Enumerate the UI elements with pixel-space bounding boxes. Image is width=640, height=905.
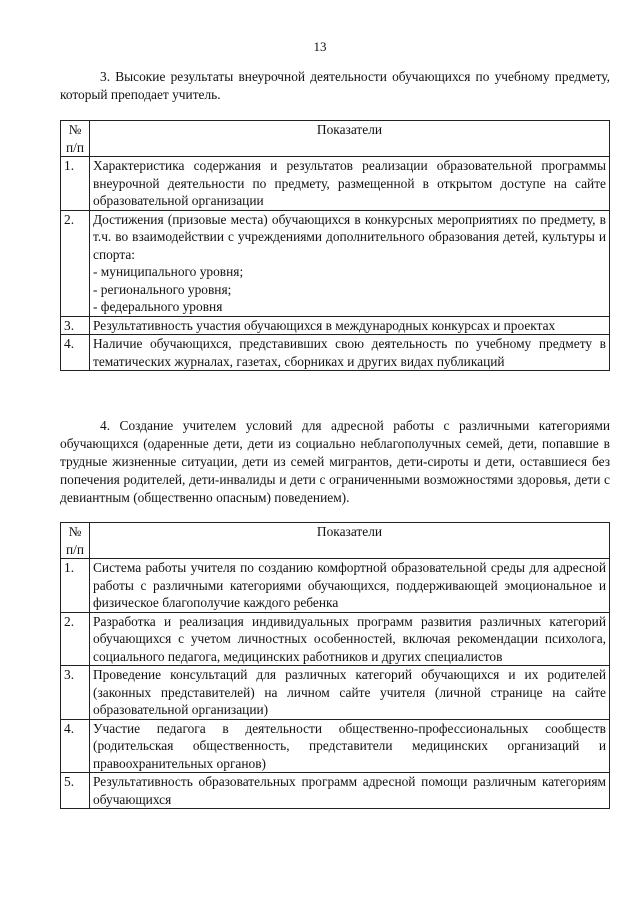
row-number: 5. xyxy=(61,773,90,809)
row-text: Проведение консультаций для различных категорий обучающихся и их родителей (законных представителей) на личном сайте учителя (личной странице на сайте образовательной организации) xyxy=(90,666,610,720)
row-number: 4. xyxy=(61,335,90,371)
row-text: Достижения (призовые места) обучающихся в конкурсных мероприятиях по предмету, в т.ч. во взаимодействии с учреждениями дополнительного образования детей, культуры и спорта: xyxy=(93,211,606,262)
row-text: Результативность образовательных программ адресной помощи различным категориям обучающихся xyxy=(90,773,610,809)
table-row xyxy=(61,666,610,720)
col-header-indicators: Показатели xyxy=(90,523,610,559)
col-header-number: № п/п xyxy=(61,121,90,157)
list-item: - федерального уровня xyxy=(93,299,223,314)
section-3-heading: 3. Высокие результаты внеурочной деятельности обучающихся по учебному предмету, который преподает учитель. xyxy=(60,69,610,102)
list-item: - муниципального уровня; xyxy=(93,264,244,279)
row-number: 4. xyxy=(61,719,90,773)
section-4-heading: 4. Создание учителем условий для адресной работы с различными категориями обучающихся (одаренные дети, дети из социально неблагополучных семей, дети, попавшие в трудные жизненные ситуации, дети из семей мигрантов, дети-сироты и дети, оставшиеся без попечения родителей, дети-инвалиды и дети с ограниченными возможностями здоровья, дети с девиантным (общественно опасным) поведением). xyxy=(60,418,610,505)
row-text-with-list xyxy=(90,210,610,316)
col-header-number: № п/п xyxy=(61,523,90,559)
row-number: 1. xyxy=(61,559,90,613)
col-header-indicators: Показатели xyxy=(90,121,610,157)
table-row xyxy=(61,773,610,809)
row-number: 3. xyxy=(61,316,90,335)
table-header-row xyxy=(61,121,610,157)
row-text: Разработка и реализация индивидуальных программ развития различных категорий обучающихся с учетом личностных особенностей, включая рекомендации психолога, социального педагога, медицинских работников и других специалистов xyxy=(90,612,610,666)
table-row xyxy=(61,559,610,613)
row-text: Характеристика содержания и результатов реализации образовательной программы внеурочной деятельности по предмету, размещенной в открытом доступе на сайте образовательной организации xyxy=(90,157,610,211)
list-item: - регионального уровня; xyxy=(93,281,232,297)
row-text: Наличие обучающихся, представивших свою деятельность по учебному предмету в тематических журналах, газетах, сборниках и других видах публикаций xyxy=(90,335,610,371)
row-number: 2. xyxy=(61,210,90,316)
table-row xyxy=(61,612,610,666)
table-row xyxy=(61,719,610,773)
row-number: 3. xyxy=(61,666,90,720)
row-number: 2. xyxy=(61,612,90,666)
row-text: Результативность участия обучающихся в международных конкурсах и проектах xyxy=(90,316,610,335)
table-row xyxy=(61,157,610,211)
table-row xyxy=(61,210,610,316)
table-header-row xyxy=(61,523,610,559)
row-text: Система работы учителя по созданию комфортной образовательной среды для адресной работы с различными категориями обучающихся, поддерживающей эмоциональное и физическое благополучие каждого ребенка xyxy=(90,559,610,613)
row-number: 1. xyxy=(61,157,90,211)
row-text: Участие педагога в деятельности общественно-профессиональных сообществ (родительская общественность, представители медицинских организаций и правоохранительных органов) xyxy=(90,719,610,773)
table-row xyxy=(61,316,610,335)
section-4-table xyxy=(60,522,610,809)
page-number: 13 xyxy=(313,39,327,54)
table-row xyxy=(61,335,610,371)
section-3-table xyxy=(60,120,610,371)
